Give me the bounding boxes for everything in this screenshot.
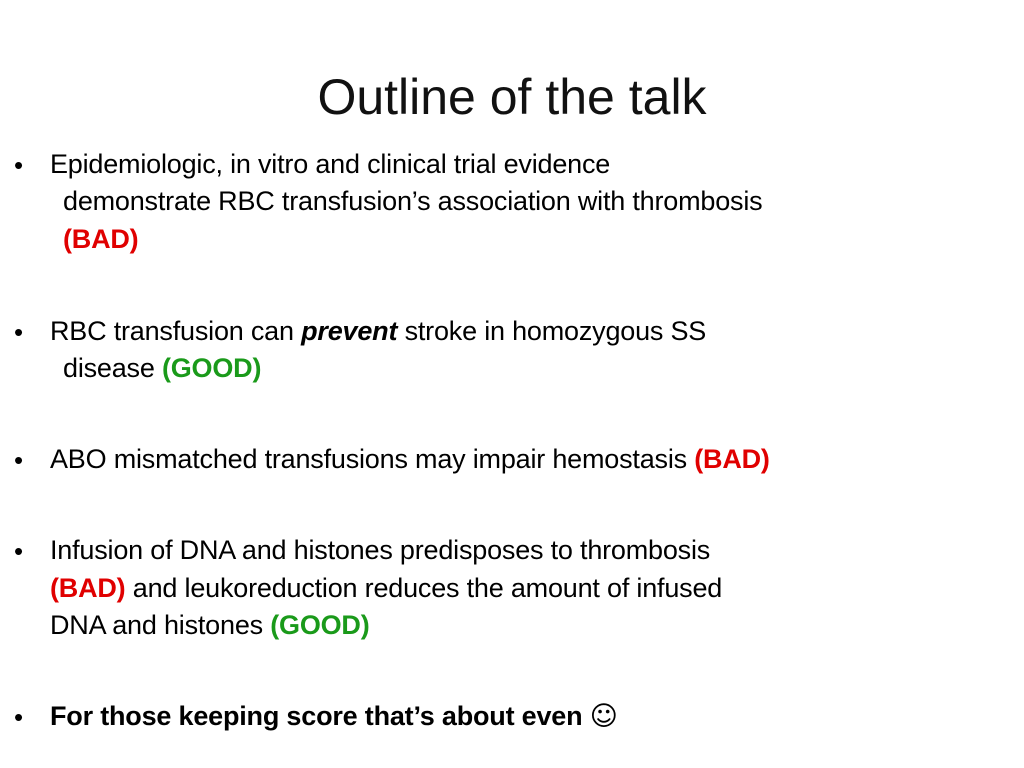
slide-title: Outline of the talk bbox=[317, 69, 707, 125]
bullet-2-emphasis: prevent bbox=[301, 316, 398, 346]
bullet-2-text-before: RBC transfusion can bbox=[50, 316, 302, 346]
bullet-2-line-2-text: disease bbox=[63, 353, 162, 383]
bullet-marker: • bbox=[14, 150, 24, 180]
smiley-icon: ☺ bbox=[589, 701, 618, 732]
bullet-1-line-3 bbox=[63, 221, 138, 258]
bullet-4-line-2 bbox=[50, 570, 722, 607]
bullet-marker: • bbox=[14, 445, 24, 475]
bullet-marker: • bbox=[14, 536, 24, 566]
bullet-marker: • bbox=[14, 317, 24, 347]
good-tag: (GOOD) bbox=[270, 610, 370, 640]
bullet-4-line-2-text: and leukoreduction reduces the amount of infused bbox=[125, 573, 723, 603]
bullet-2-line-2 bbox=[63, 350, 261, 387]
bad-tag: (BAD) bbox=[694, 444, 770, 474]
good-tag: (GOOD) bbox=[161, 353, 262, 383]
bullet-4-line-3-text: DNA and histones bbox=[50, 610, 271, 640]
bullet-1-line-1: Epidemiologic, in vitro and clinical trial evidence bbox=[50, 149, 611, 179]
bullet-2-text-after: stroke in homozygous SS bbox=[397, 316, 707, 346]
bullet-5-line-1 bbox=[50, 698, 618, 735]
bullet-2-line-1 bbox=[50, 313, 706, 350]
bullet-4-line-1: Infusion of DNA and histones predisposes to thrombosis bbox=[50, 535, 711, 565]
bad-tag: (BAD) bbox=[50, 573, 126, 603]
bad-tag: (BAD) bbox=[63, 224, 139, 254]
bullet-3-text: ABO mismatched transfusions may impair hemostasis bbox=[50, 444, 695, 474]
bullet-3-line-1 bbox=[50, 441, 770, 478]
bullet-4-line-3 bbox=[50, 607, 370, 644]
bullet-5-text: For those keeping score that’s about even bbox=[50, 701, 590, 731]
bullet-marker: • bbox=[14, 702, 24, 732]
bullet-1-line-2: demonstrate RBC transfusion’s association with thrombosis bbox=[63, 186, 763, 216]
